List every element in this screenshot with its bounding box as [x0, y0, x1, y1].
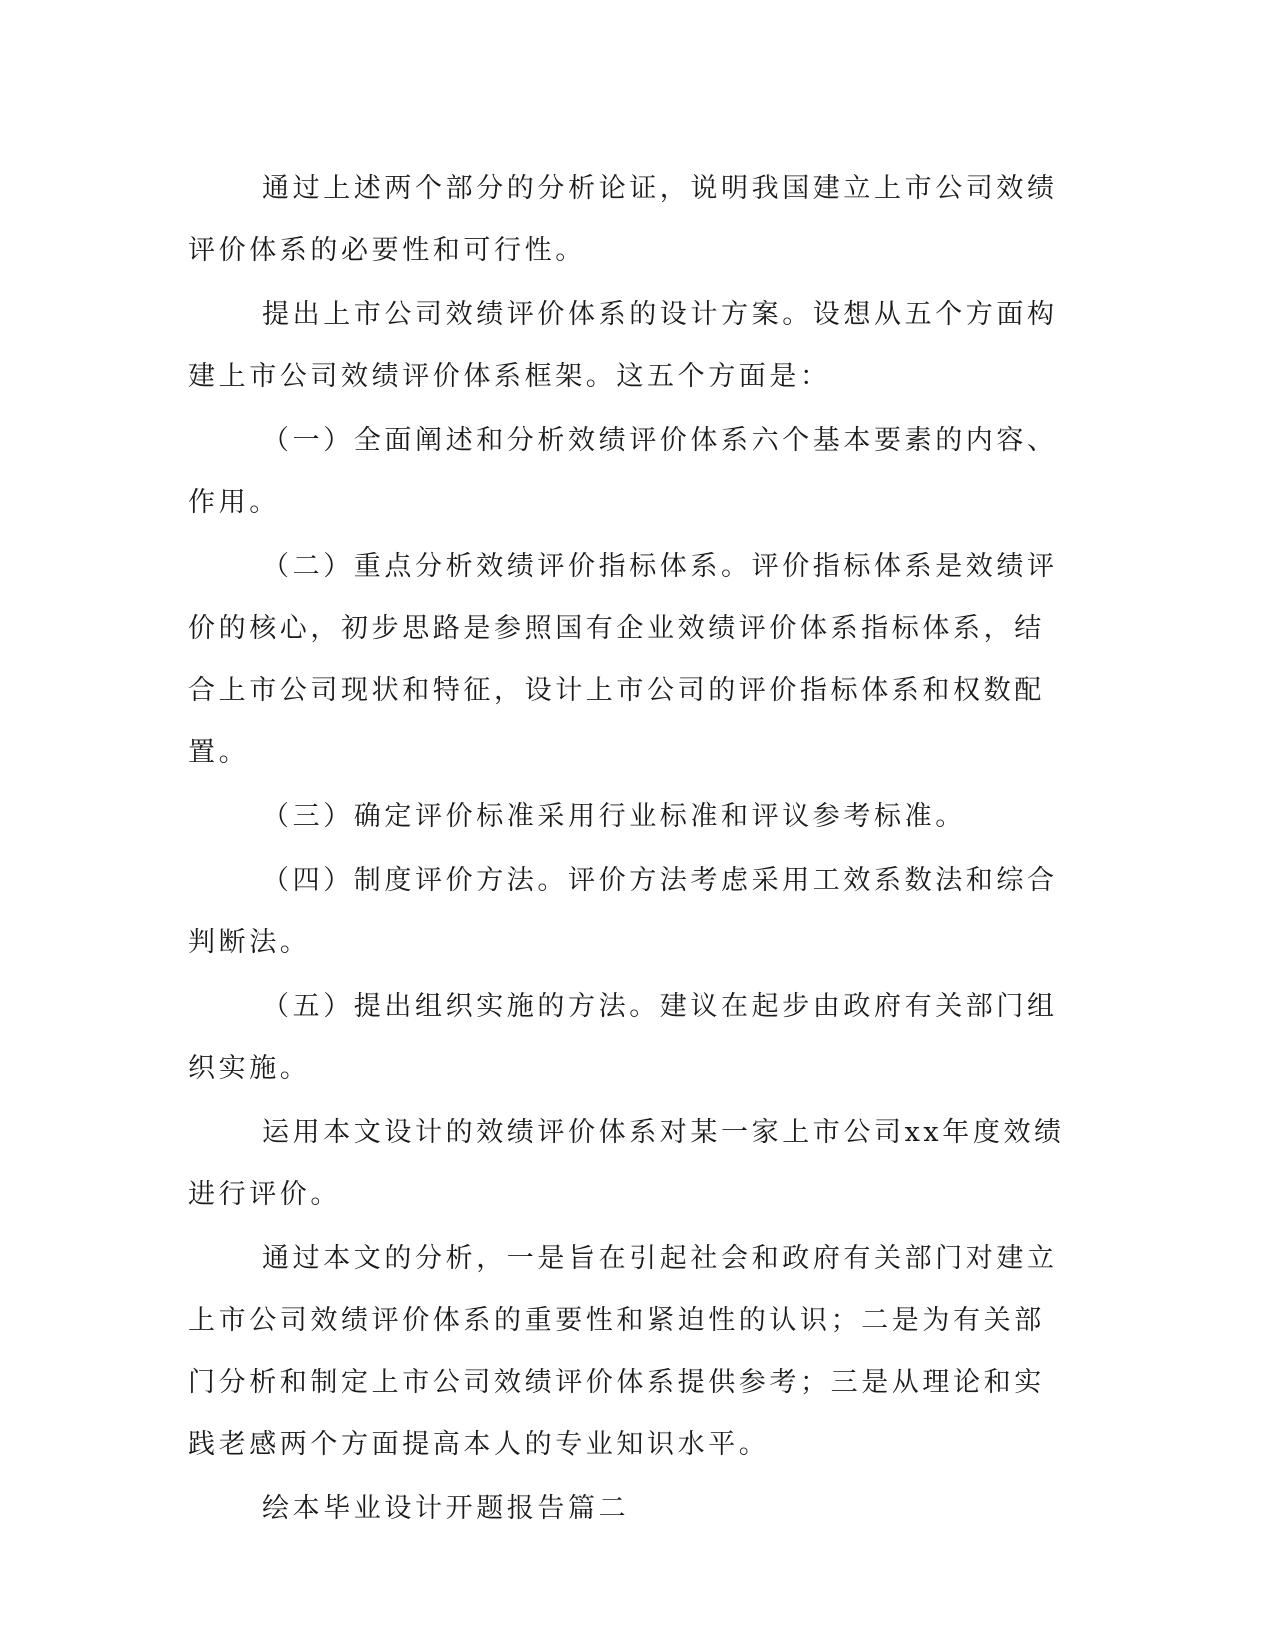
list-item-4: （四）制度评价方法。评价方法考虑采用工效系数法和综合判断法。: [188, 865, 1058, 958]
paragraph-conclusion-intro: 通过上述两个部分的分析论证，说明我国建立上市公司效绩评价体系的必要性和可行性。: [188, 173, 1058, 266]
list-item-5: （五）提出组织实施的方法。建议在起步由政府有关部门组织实施。: [188, 991, 1058, 1084]
list-item-2: （二）重点分析效绩评价指标体系。评价指标体系是效绩评价的核心，初步思路是参照国有企业效绩评价体系指标体系，结合上市公司现状和特征，设计上市公司的评价指标体系和权数配置。: [188, 551, 1058, 768]
list-item-1: （一）全面阐述和分析效绩评价体系六个基本要素的内容、作用。: [188, 425, 1058, 518]
document-body: [188, 158, 1068, 1542]
section-heading: 绘本毕业设计开题报告篇二: [262, 1493, 630, 1524]
paragraph-purpose: 通过本文的分析，一是旨在引起社会和政府有关部门对建立上市公司效绩评价体系的重要性和紧迫性的认识；二是为有关部门分析和制定上市公司效绩评价体系提供参考；三是从理论和实践老感两个方面提高本人的专业知识水平。: [188, 1243, 1058, 1460]
paragraph-design-proposal: 提出上市公司效绩评价体系的设计方案。设想从五个方面构建上市公司效绩评价体系框架。这五个方面是：: [188, 299, 1058, 392]
paragraph-application: 运用本文设计的效绩评价体系对某一家上市公司xx年度效绩进行评价。: [188, 1117, 1065, 1210]
list-item-3: （三）确定评价标准采用行业标准和评议参考标准。: [262, 801, 966, 832]
